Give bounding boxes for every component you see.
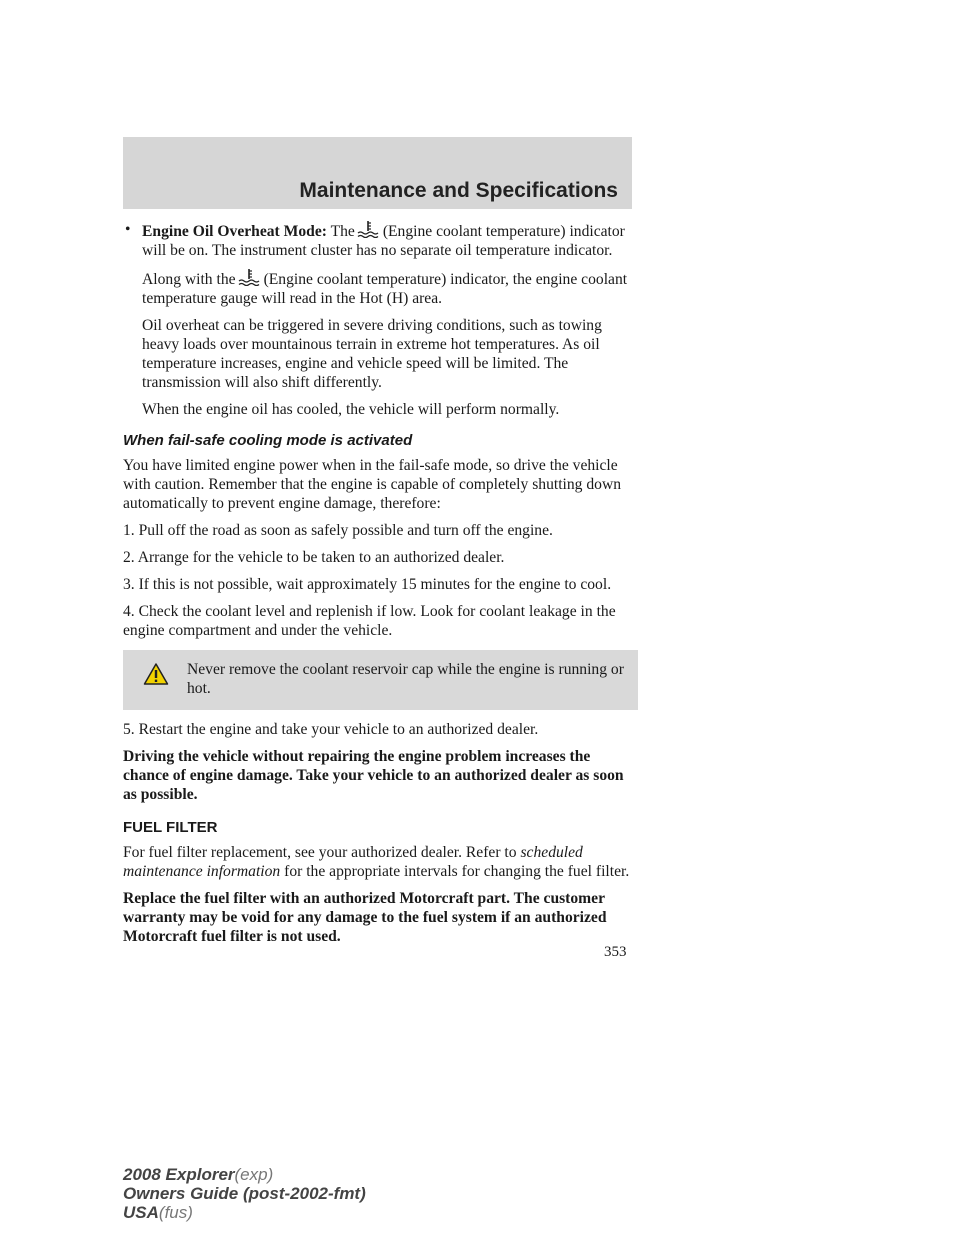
footer-model: 2008 Explorer: [123, 1165, 235, 1184]
oil-p2: [123, 268, 638, 308]
oil-p2-rest: (Engine coolant temperature) indicator, the engine coolant temperature gauge will read in the Hot (H) area.: [142, 271, 628, 307]
failsafe-step-3: 3. If this is not possible, wait approximately 15 minutes for the engine to cool.: [123, 576, 612, 593]
oil-p2-start: Along with the: [142, 271, 236, 288]
warning-text: Never remove the coolant reservoir cap while the engine is running or hot.: [187, 661, 624, 697]
coolant-temperature-icon: [238, 268, 260, 286]
footer-model-code: (exp): [234, 1165, 274, 1184]
page-number: 353: [604, 944, 627, 960]
footer-guide: Owners Guide (post-2002-fmt): [123, 1184, 366, 1203]
page-content: [123, 220, 638, 954]
failsafe-bold-note: Driving the vehicle without repairing the engine problem increases the chance of engine damage. Take your vehicle to an authorized dealer as soon as possible.: [123, 748, 624, 803]
fuel-p1-start: For fuel filter replacement, see your authorized dealer. Refer to: [123, 844, 517, 861]
bullet-dot: •: [125, 221, 131, 238]
failsafe-intro: You have limited engine power when in the fail-safe mode, so drive the vehicle with caution. Remember that the engine is capable of completely shutting down automatically to prevent engine damage, therefore:: [123, 457, 622, 512]
fuel-filter-bold-note: Replace the fuel filter with an authorized Motorcraft part. The customer warranty may be void for any damage to the fuel system if an authorized Motorcraft fuel filter is not used.: [123, 890, 607, 945]
oil-overheat-bullet: [123, 220, 638, 260]
oil-p1-the: The: [330, 223, 355, 240]
failsafe-step-4: 4. Check the coolant level and replenish if low. Look for coolant leakage in the engine compartment and under the vehicle.: [123, 603, 616, 639]
oil-p3: Oil overheat can be triggered in severe driving conditions, such as towing heavy loads over mountainous terrain in extreme hot temperatures. As oil temperature increases, engine and vehicle speed will be limited. The transmission will also shift differently.: [142, 317, 602, 391]
warning-box: [123, 650, 638, 710]
fuel-p1-italic: scheduled maintenance information: [123, 844, 583, 880]
bullet-title: Engine Oil Overheat Mode:: [142, 223, 327, 240]
oil-p4: When the engine oil has cooled, the vehicle will perform normally.: [142, 401, 560, 418]
footer-region-code: (fus): [158, 1203, 193, 1222]
coolant-temperature-icon: [357, 220, 379, 238]
page-title: Maintenance and Specifications: [299, 179, 618, 202]
header-band: [123, 137, 632, 209]
failsafe-step-1: 1. Pull off the road as soon as safely possible and turn off the engine.: [123, 522, 553, 539]
fuel-p1-end: for the appropriate intervals for changing the fuel filter.: [284, 863, 630, 880]
warning-triangle-icon: [143, 662, 169, 686]
fuel-filter-heading: FUEL FILTER: [123, 819, 218, 836]
footer-region: USA: [123, 1203, 159, 1222]
fuel-filter-p1: [123, 843, 638, 881]
failsafe-step-2: 2. Arrange for the vehicle to be taken to an authorized dealer.: [123, 549, 505, 566]
oil-p1-rest1: (Engine coolant temperature): [382, 223, 566, 240]
failsafe-step-5: 5. Restart the engine and take your vehicle to an authorized dealer.: [123, 721, 539, 738]
footer: [123, 1165, 366, 1222]
failsafe-heading: When fail-safe cooling mode is activated: [123, 432, 413, 449]
oil-p1-rest2: indicator will be on. The instrument cluster has no separate oil temperature indicator.: [142, 223, 625, 259]
